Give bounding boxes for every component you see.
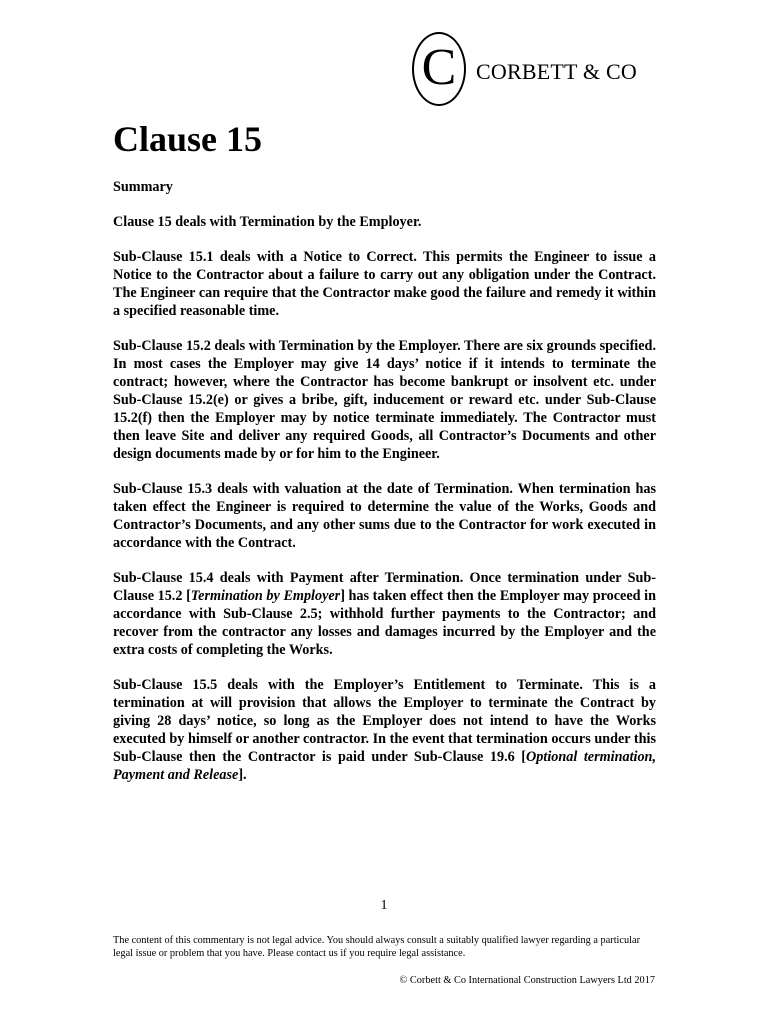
page-number: 1 bbox=[380, 898, 388, 913]
paragraph-15-5-text-1: Sub-Clause 15.5 deals with the Employer’s Entitlement to Terminate. This is a termination at will provision that allows the Employer to terminate the Contract by giving 28 days’ notice, so long as the Employer does not intend to have the Works executed by himself or another contractor. In the event that termination occurs under this Sub-Clause then the Contractor is paid under Sub-Clause 19.6 [ bbox=[113, 677, 656, 765]
paragraph-15-3: Sub-Clause 15.3 deals with valuation at the date of Termination. When termination has taken effect the Engineer is required to determine the value of the Works, Goods and Contractor’s Documents, and any other sums due to the Contractor for work executed in accordance with the Contract. bbox=[113, 481, 656, 551]
legal-disclaimer: The content of this commentary is not legal advice. You should always consult a suitably qualified lawyer regarding a particular legal issue or problem that you have. Please contact us if you require legal assistance. bbox=[113, 935, 641, 959]
paragraph-15-4-text-1: Sub-Clause 15.4 deals with Payment after Termination. Once termination under Sub-Clause 15.2 [ bbox=[113, 570, 656, 604]
summary-heading: Summary bbox=[113, 179, 173, 195]
document-body bbox=[113, 178, 656, 801]
copyright-notice: © Corbett & Co International Construction Lawyers Ltd 2017 bbox=[399, 975, 655, 986]
logo-text: CORBETT & CO bbox=[476, 59, 637, 84]
paragraph-15-1: Sub-Clause 15.1 deals with a Notice to Correct. This permits the Engineer to issue a Notice to the Contractor about a failure to carry out any obligation under the Contract. The Engineer can require that the Contractor make good the failure and remedy it within a specified reasonable time. bbox=[113, 249, 656, 319]
intro-paragraph: Clause 15 deals with Termination by the Employer. bbox=[113, 214, 422, 230]
paragraph-15-5-text-2: ]. bbox=[238, 767, 247, 783]
paragraph-15-4-italic: Termination by Employer bbox=[190, 588, 341, 604]
paragraph-15-5 bbox=[113, 676, 656, 784]
company-logo bbox=[412, 30, 637, 108]
logo-c-mark: C bbox=[412, 32, 466, 106]
paragraph-15-2: Sub-Clause 15.2 deals with Termination by the Employer. There are six grounds specified. In most cases the Employer may give 14 days’ notice if it intends to terminate the contract; however, where the Contractor has become bankrupt or insolvent etc. under Sub-Clause 15.2(e) or gives a bribe, gift, inducement or reward etc. under Sub-Clause 15.2(f) then the Employer may by notice terminate immediately. The Contractor must then leave Site and deliver any required Goods, all Contractor’s Documents and other design documents made by or for him to the Engineer. bbox=[113, 338, 656, 462]
paragraph-15-4 bbox=[113, 569, 656, 659]
paragraph-15-4-text-2: ] has taken effect then the Employer may proceed in accordance with Sub-Clause 2.5; withhold further payments to the Contractor; and recover from the contractor any losses and damages incurred by the Employer and the extra costs of completing the Works. bbox=[113, 588, 656, 658]
paragraph-15-5-italic: Optional termination, Payment and Release bbox=[113, 749, 656, 783]
page-title: Clause 15 bbox=[113, 119, 263, 159]
